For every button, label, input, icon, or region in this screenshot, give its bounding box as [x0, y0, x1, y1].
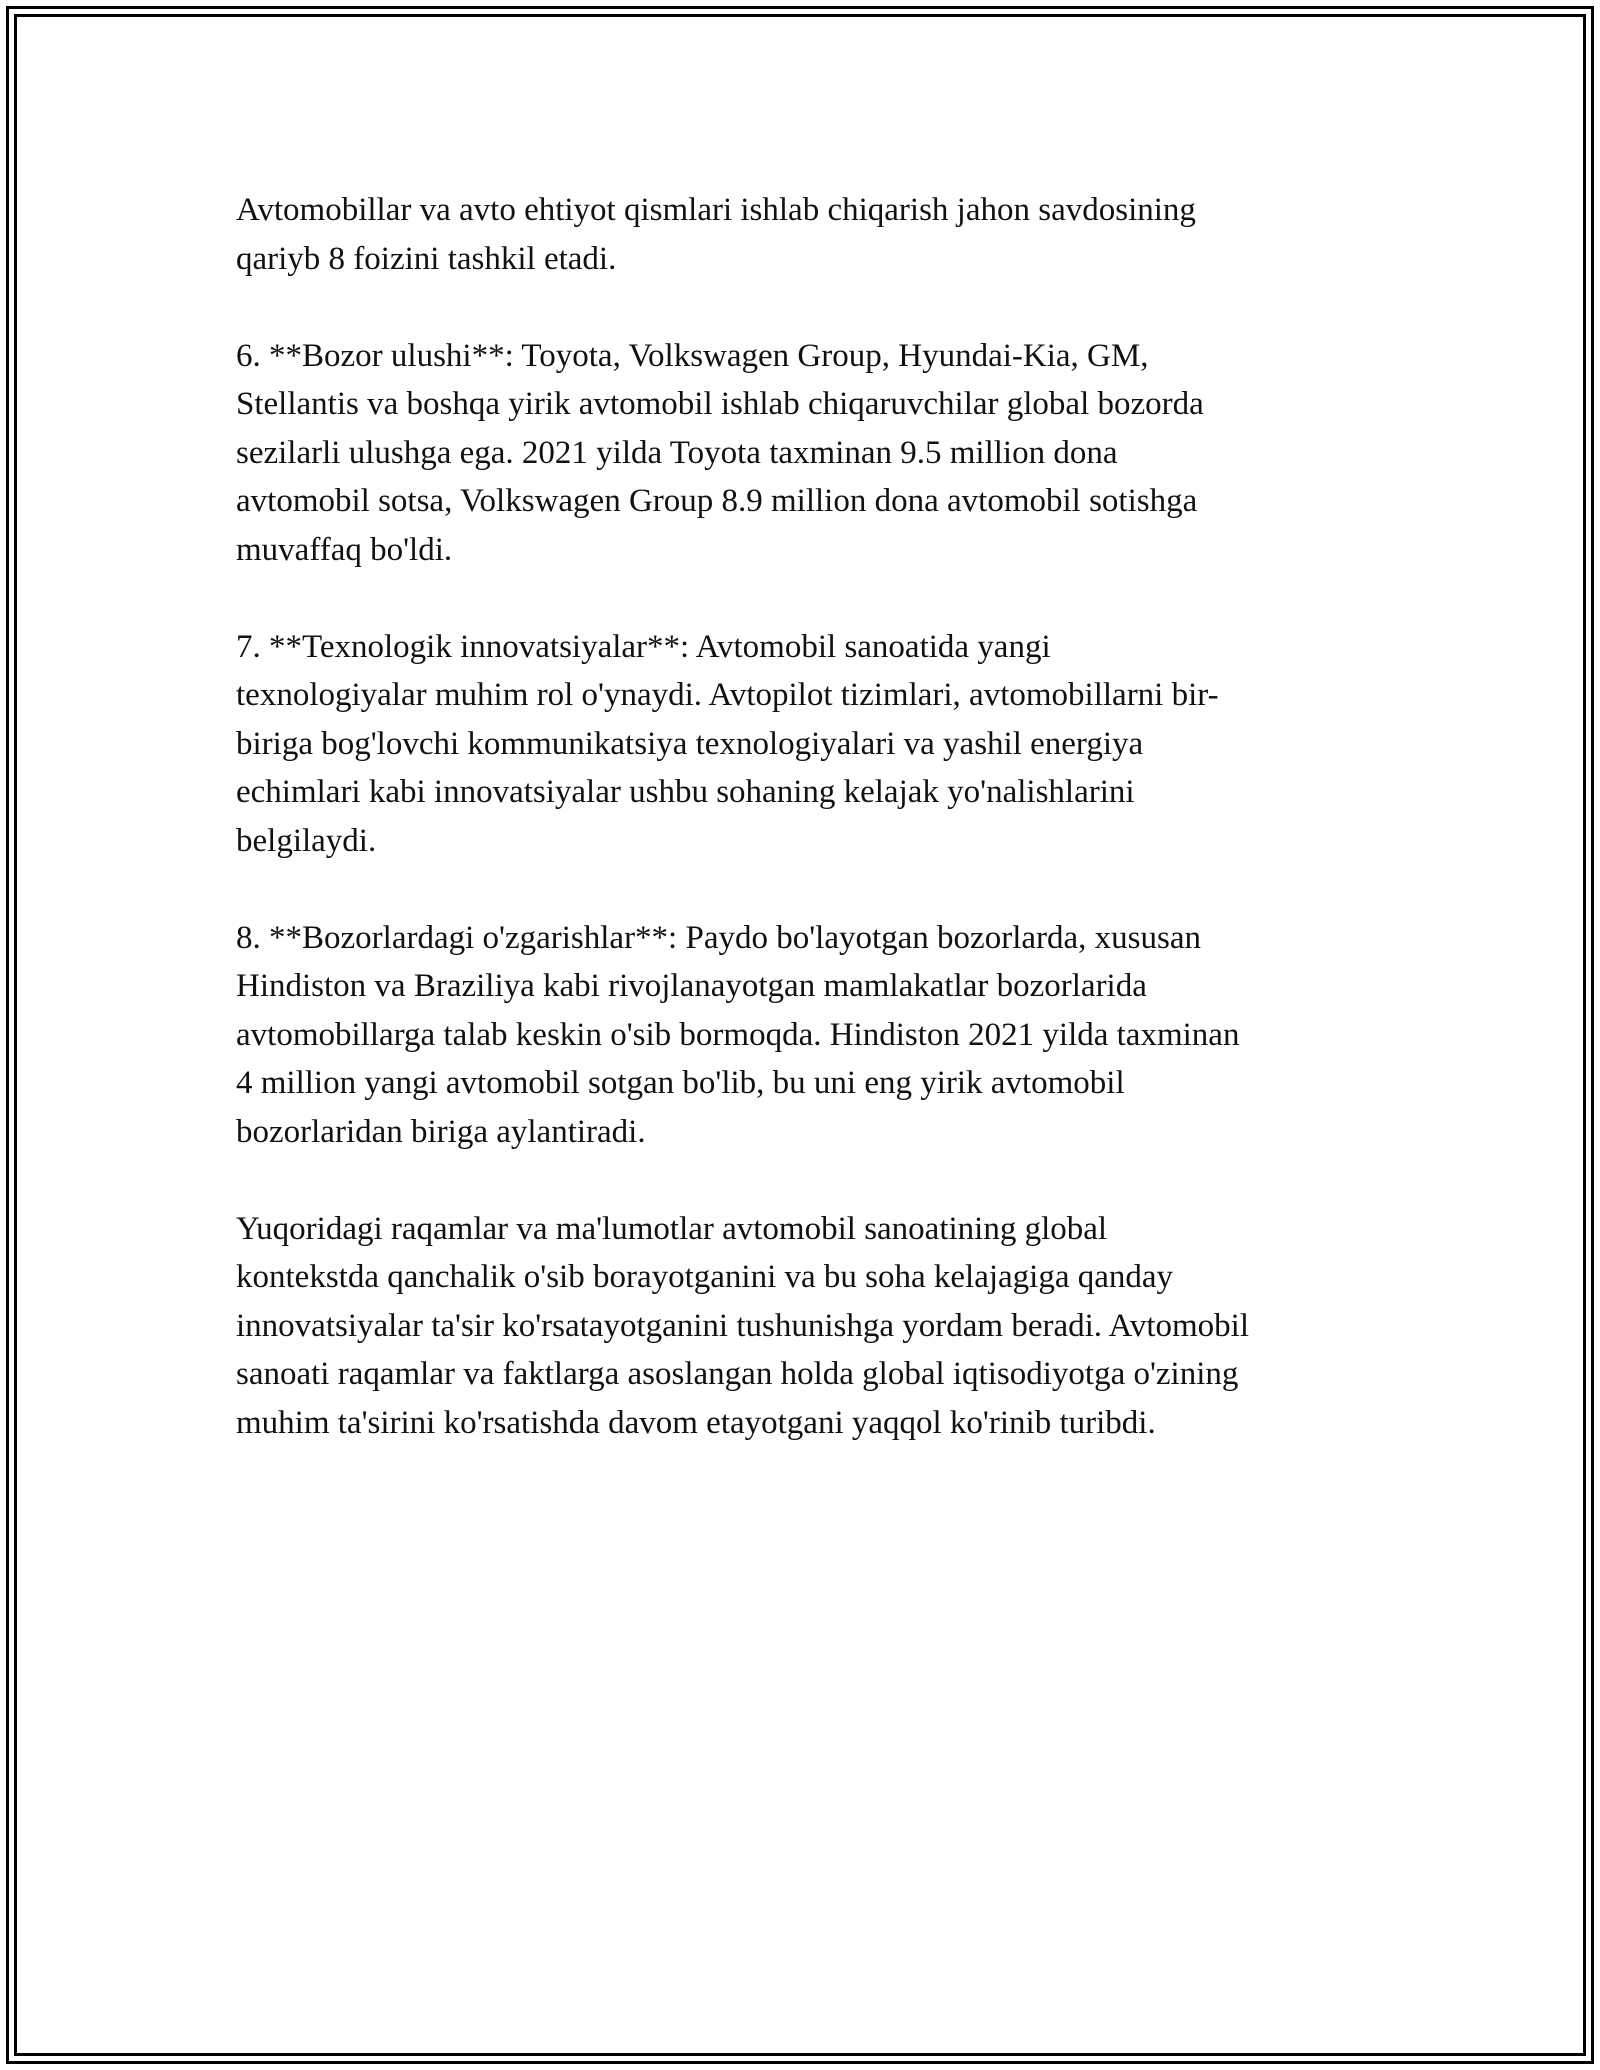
paragraph-market-share: 6. **Bozor ulushi**: Toyota, Volkswagen Group, Hyundai-Kia, GM, Stellantis va boshqa yirik avtomobil ishlab chiqaruvchilar global bozorda sezilarli ulushga ega. 2021 yilda Toyota taxminan 9.5 million dona avtomobil sotsa, Volkswagen Group 8.9 million dona avtomobil sotishga muvaffaq bo'ldi. [236, 337, 1204, 568]
paragraph-trade-share: Avtomobillar va avto ehtiyot qismlari ishlab chiqarish jahon savdosining qariyb 8 foizini tashkil etadi. [236, 192, 1196, 277]
paragraph-market-changes: 8. **Bozorlardagi o'zgarishlar**: Paydo bo'layotgan bozorlarda, xususan Hindiston va Braziliya kabi rivojlanayotgan mamlakatlar bozorlarida avtomobillarga talab keskin o'sib bormoqda. Hindiston 2021 yilda taxminan 4 million yangi avtomobil sotgan bo'lib, bu uni eng yirik avtomobil bozorlaridan biriga aylantiradi. [236, 919, 1240, 1150]
document-body [236, 186, 1386, 1496]
paragraph-tech-innovation: 7. **Texnologik innovatsiyalar**: Avtomobil sanoatida yangi texnologiyalar muhim rol o'ynaydi. Avtopilot tizimlari, avtomobillarni bir- biriga bog'lovchi kommunikatsiya texnologiyalari va yashil energiya echimlari kabi innovatsiyalar ushbu sohaning kelajak yo'nalishlarini belgilaydi. [236, 628, 1219, 859]
paragraph-conclusion: Yuqoridagi raqamlar va ma'lumotlar avtomobil sanoatining global kontekstda qanchalik o'sib borayotganini va bu soha kelajagiga qanday innovatsiyalar ta'sir ko'rsatayotganini tushunishga yordam beradi. Avtomobil sanoati raqamlar va faktlarga asoslangan holda global iqtisodiyotga o'zining muhim ta'sirini ko'rsatishda davom etayotgani yaqqol ko'rinib turibdi. [236, 1210, 1250, 1441]
